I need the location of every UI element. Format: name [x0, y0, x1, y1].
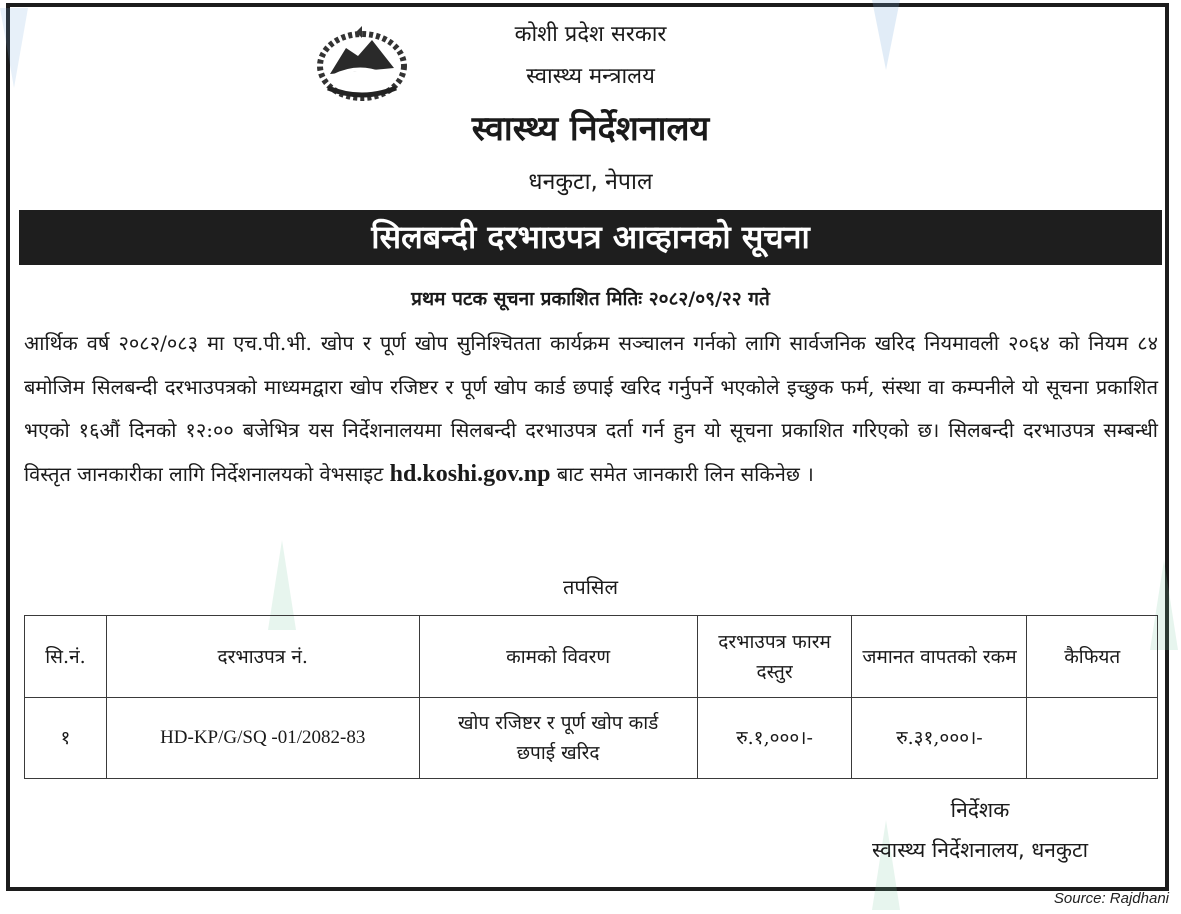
column-header-remarks: कैफियत: [1027, 616, 1158, 698]
signatory-office: स्वास्थ्य निर्देशनालय, धनकुटा: [871, 838, 1089, 862]
column-header-tender-no: दरभाउपत्र नं.: [106, 616, 419, 698]
cell-description: खोप रजिष्टर र पूर्ण खोप कार्ड छपाई खरिद: [419, 698, 697, 779]
office-name: स्वास्थ्य निर्देशनालय: [471, 109, 710, 149]
website-link[interactable]: hd.koshi.gov.np: [389, 460, 551, 487]
cell-form-fee: रु.१,०००।-: [697, 698, 852, 779]
cell-remarks: [1027, 698, 1158, 779]
notice-body-text: आर्थिक वर्ष २०८२/०८३ मा एच.पी.भी. खोप र पूर्ण खोप सुनिश्चितता कार्यक्रम सञ्चालन गर्नको लागि सार्वजनिक खरिद नियमावली २०६४ को नियम ८४ बमोजिम सिलबन्दी दरभाउपत्रको माध्यमद्वारा खोप रजिष्टर र पूर्ण खोप कार्ड छपाई खरिद गर्नुपर्ने भएकोले इच्छुक फर्म, संस्था वा कम्पनीले यो सूचना प्रकाशित भएको १६औं दिनको १२:०० बजेभित्र यस निर्देशनालयमा सिलबन्दी दरभाउपत्र दर्ता गर्न हुन यो सूचना प्रकाशित गरिएको छ। सिलबन्दी दरभाउपत्र सम्बन्धी विस्तृत जानकारीका लागि निर्देशनालयको वेभसाइट: [24, 331, 1158, 486]
province-government: कोशी प्रदेश सरकार: [514, 22, 667, 47]
ministry-name: स्वास्थ्य मन्त्रालय: [526, 64, 655, 89]
table-header-row: [25, 616, 1158, 698]
notice-body: [24, 322, 1158, 496]
details-heading: तपसिल: [562, 575, 619, 599]
cell-tender-no: HD-KP/G/SQ -01/2082-83: [106, 698, 419, 779]
column-header-description: कामको विवरण: [419, 616, 697, 698]
column-header-security-amount: जमानत वापतको रकम: [852, 616, 1027, 698]
notice-body-text-end: बाट समेत जानकारी लिन सकिनेछ ।: [556, 461, 814, 486]
source-credit: Source: Rajdhani: [1053, 890, 1169, 907]
cell-security-amount: रु.३१,०००।-: [852, 698, 1027, 779]
column-header-form-fee: दरभाउपत्र फारम दस्तुर: [697, 616, 852, 698]
signatory-title: निर्देशक: [950, 798, 1010, 822]
cell-sn: १: [25, 698, 107, 779]
notice-title-banner: सिलबन्दी दरभाउपत्र आव्हानको सूचना: [19, 210, 1162, 265]
publication-date: प्रथम पटक सूचना प्रकाशित मितिः २०८२/०९/२२ गते: [411, 288, 770, 310]
column-header-sn: सि.नं.: [25, 616, 107, 698]
office-location: धनकुटा, नेपाल: [528, 169, 653, 195]
table-row: [25, 698, 1158, 779]
tender-details-table: [24, 615, 1158, 779]
